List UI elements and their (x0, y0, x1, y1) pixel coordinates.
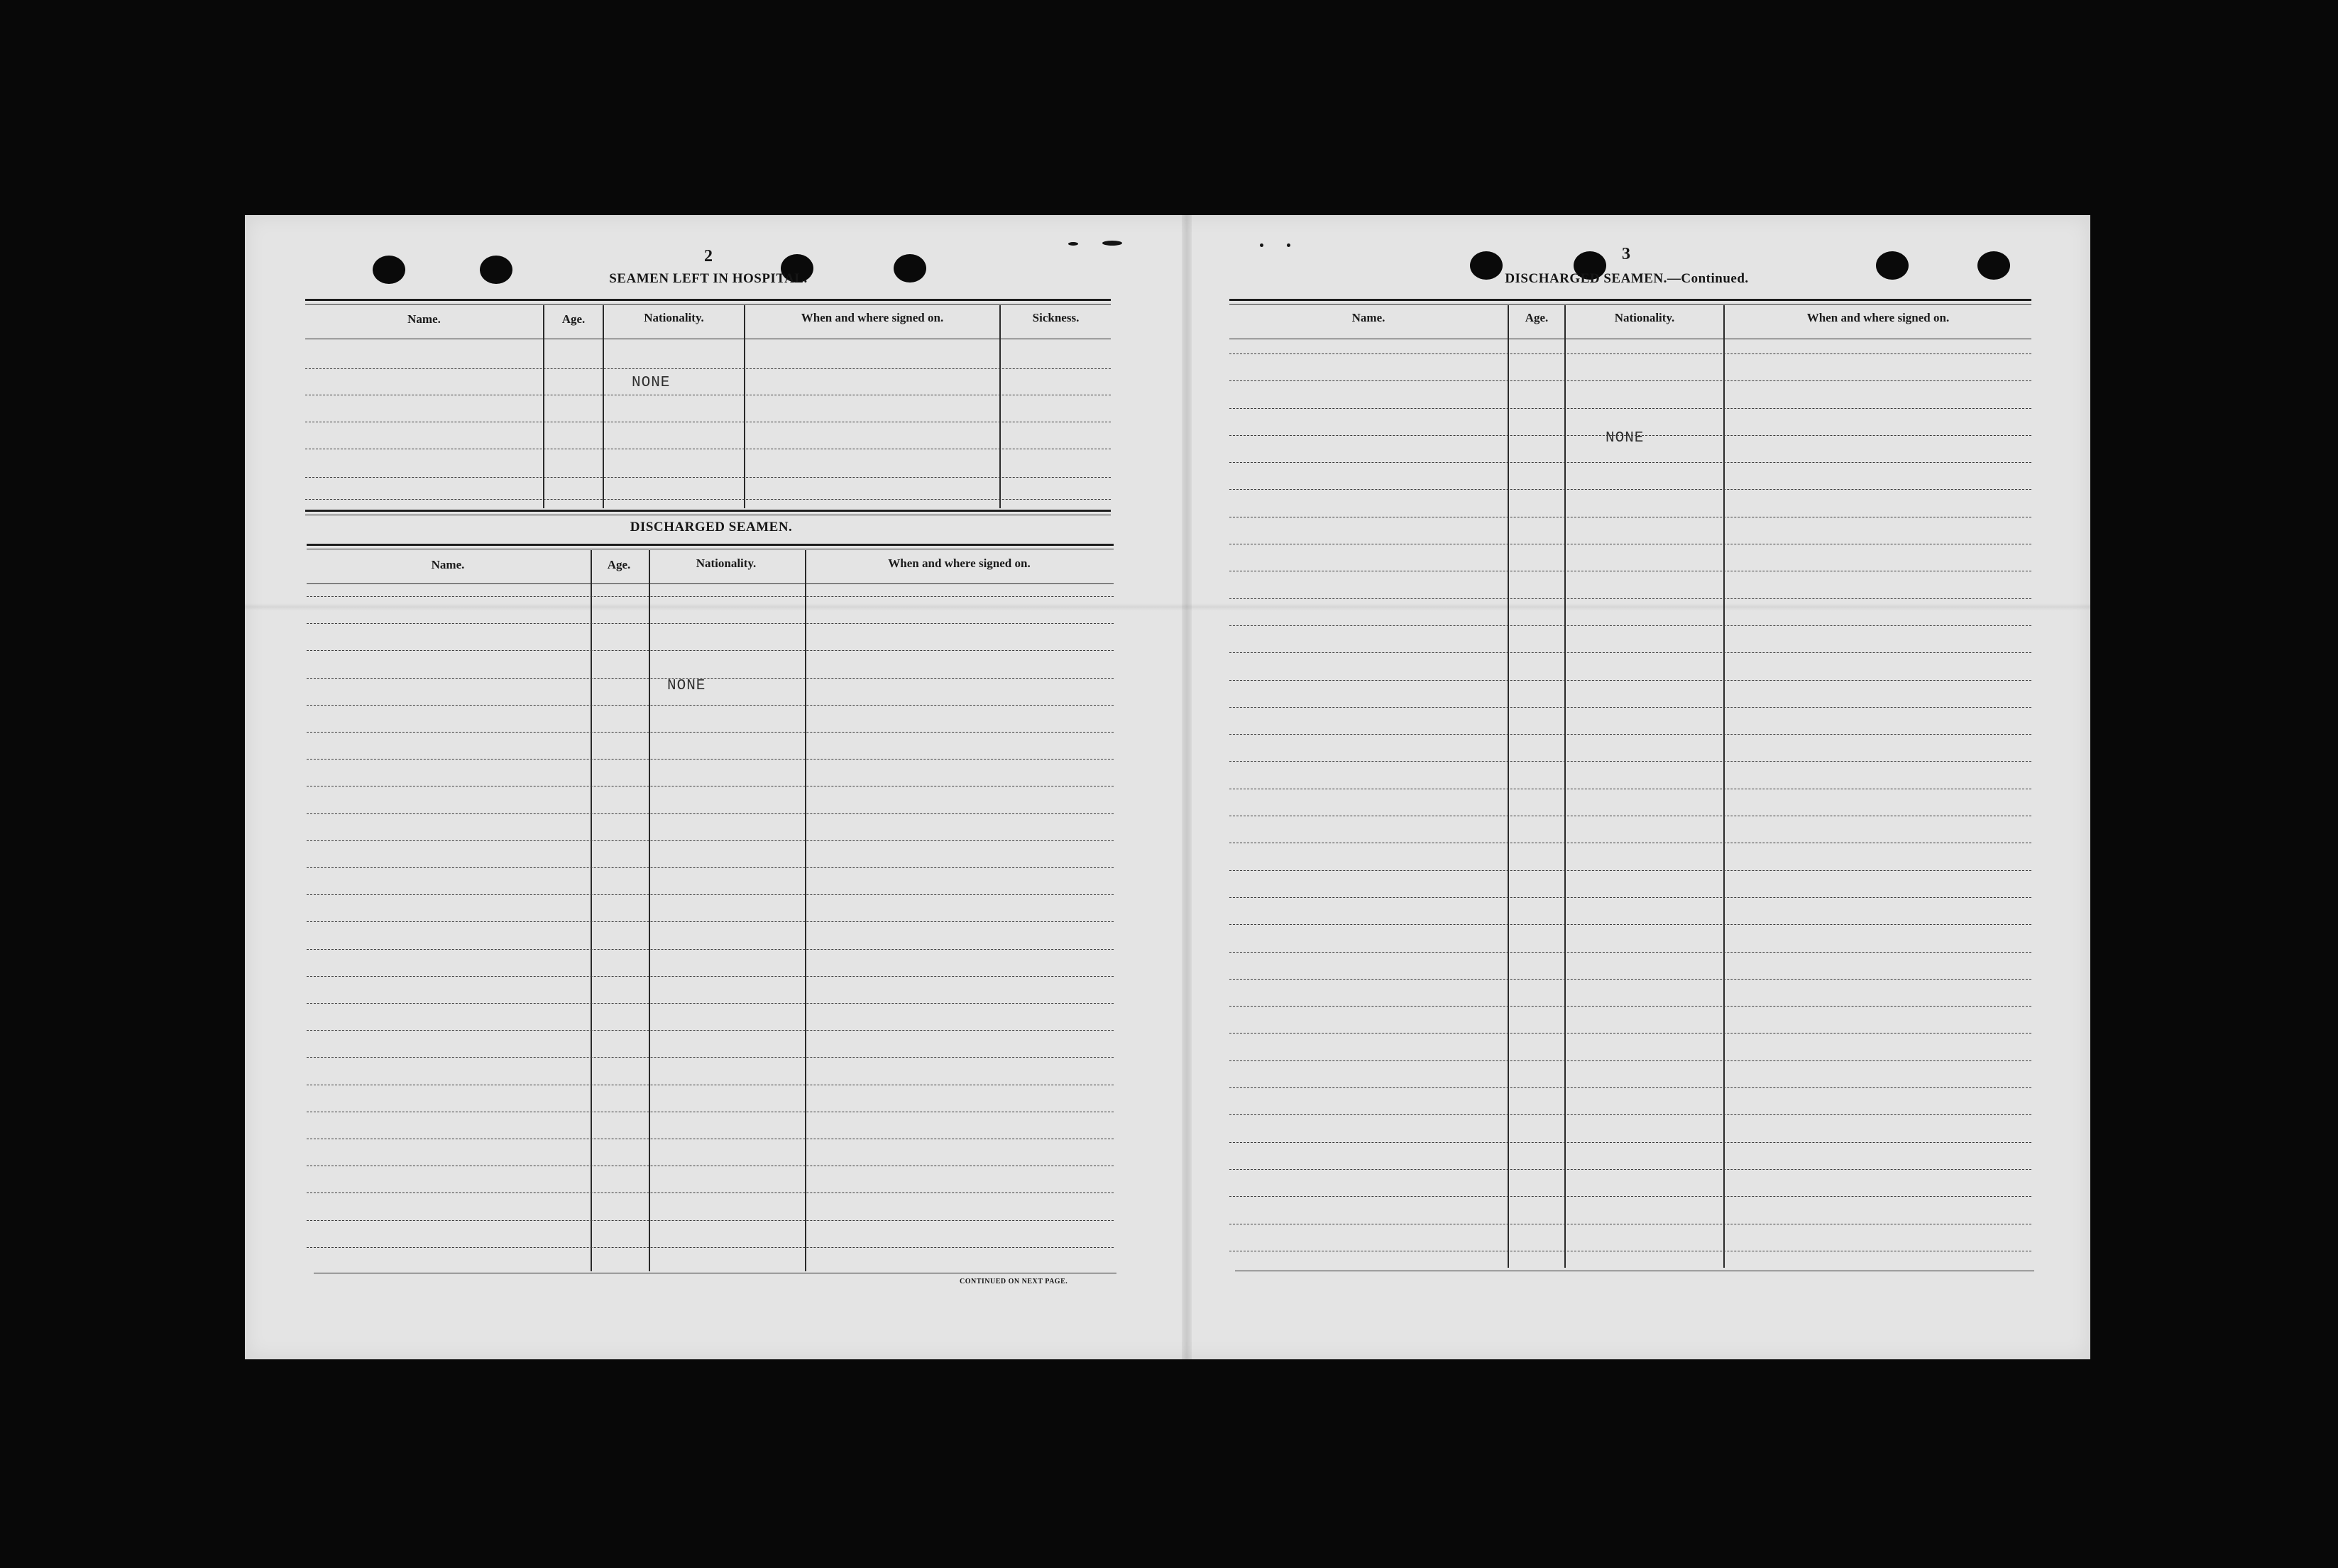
punch-hole (1977, 251, 2010, 280)
entry-line (307, 1247, 1114, 1248)
entry-line (1229, 598, 2031, 599)
entry-line (1229, 435, 2031, 436)
entry-line (307, 1030, 1114, 1031)
entry-line (1229, 353, 2031, 354)
punch-hole (480, 256, 512, 284)
entry-line (1229, 952, 2031, 953)
entry-line (307, 623, 1114, 624)
table-top-rule (305, 304, 1111, 305)
hospital-section-title: SEAMEN LEFT IN HOSPITAL. (609, 271, 808, 286)
entry-line (307, 949, 1114, 950)
page-number-right: 3 (1622, 245, 1630, 263)
continued-note: CONTINUED ON NEXT PAGE. (960, 1278, 1068, 1285)
discharged-entry-none: NONE (667, 678, 706, 694)
entry-line (1229, 408, 2031, 409)
scan-speck (1260, 243, 1263, 247)
entry-line (1229, 1033, 2031, 1034)
column-header-age: Age. (1525, 311, 1549, 324)
column-divider (591, 550, 592, 1271)
header-bottom-rule (307, 583, 1114, 584)
column-divider (543, 305, 544, 508)
column-header-nationality: Nationality. (1614, 311, 1675, 324)
column-divider (744, 305, 745, 508)
column-header-age: Age. (607, 558, 631, 571)
punch-hole (373, 256, 405, 284)
column-divider (603, 305, 604, 508)
column-divider (805, 550, 806, 1271)
scan-speck (1287, 243, 1290, 247)
entry-line (1229, 707, 2031, 708)
ledger-sheet (245, 215, 2090, 1359)
column-header-signed-on: When and where signed on. (888, 557, 1031, 570)
section-rule (305, 510, 1111, 512)
horizontal-fold (245, 603, 2090, 610)
column-header-name: Name. (1351, 311, 1385, 324)
entry-line (307, 976, 1114, 977)
column-header-signed-on: When and where signed on. (801, 311, 944, 324)
column-divider (999, 305, 1001, 508)
entry-line (307, 840, 1114, 841)
punch-hole (1876, 251, 1909, 280)
entry-line (1229, 680, 2031, 681)
entry-line (1229, 1142, 2031, 1143)
column-header-name: Name. (407, 312, 441, 326)
entry-line (307, 1003, 1114, 1004)
entry-line (307, 678, 1114, 679)
entry-line (305, 499, 1111, 500)
entry-line (305, 477, 1111, 478)
entry-line (1229, 734, 2031, 735)
entry-line (1229, 652, 2031, 653)
entry-line (1229, 489, 2031, 490)
entry-line (307, 1220, 1114, 1221)
entry-line (1229, 462, 2031, 463)
entry-line (1229, 870, 2031, 871)
table-top-rule (307, 544, 1114, 546)
punch-hole (894, 254, 926, 283)
column-header-name: Name. (431, 558, 465, 571)
discharged-continued-title: DISCHARGED SEAMEN.—Continued. (1505, 271, 1749, 286)
punch-hole (1470, 251, 1503, 280)
entry-line (1229, 1060, 2031, 1061)
entry-line (307, 650, 1114, 651)
scan-speck (1068, 242, 1078, 246)
entry-line (1229, 897, 2031, 898)
entry-line (305, 368, 1111, 369)
entry-line (1229, 924, 2031, 925)
table-top-rule (1229, 299, 2031, 301)
column-header-age: Age. (561, 312, 586, 326)
entry-line (307, 921, 1114, 922)
table-top-rule (1229, 304, 2031, 305)
column-divider (1723, 305, 1725, 1268)
column-divider (1508, 305, 1509, 1268)
entry-line (307, 759, 1114, 760)
entry-line (307, 596, 1114, 597)
entry-line (307, 705, 1114, 706)
table-top-rule (305, 299, 1111, 301)
column-header-nationality: Nationality. (644, 311, 704, 324)
entry-line (1229, 1196, 2031, 1197)
entry-line (1229, 761, 2031, 762)
column-header-sickness: Sickness. (1032, 311, 1080, 324)
entry-line (307, 894, 1114, 895)
entry-line (1229, 1006, 2031, 1007)
center-fold (1182, 215, 1192, 1359)
discharged-section-title: DISCHARGED SEAMEN. (630, 520, 793, 534)
continued-entry-none: NONE (1606, 430, 1645, 446)
page-number-left: 2 (704, 247, 713, 265)
entry-line (1229, 1087, 2031, 1088)
entry-line (1229, 625, 2031, 626)
column-divider (649, 550, 650, 1271)
entry-line (1229, 380, 2031, 381)
entry-line (1229, 1114, 2031, 1115)
column-header-nationality: Nationality. (696, 557, 757, 570)
entry-line (307, 867, 1114, 868)
scan-speck (1102, 241, 1122, 246)
entry-line (1229, 979, 2031, 980)
entry-line (307, 813, 1114, 814)
entry-line (1229, 1169, 2031, 1170)
entry-line (307, 1057, 1114, 1058)
hospital-entry-none: NONE (632, 375, 671, 391)
column-divider (1564, 305, 1566, 1268)
entry-line (307, 732, 1114, 733)
column-header-signed-on: When and where signed on. (1806, 311, 1950, 324)
